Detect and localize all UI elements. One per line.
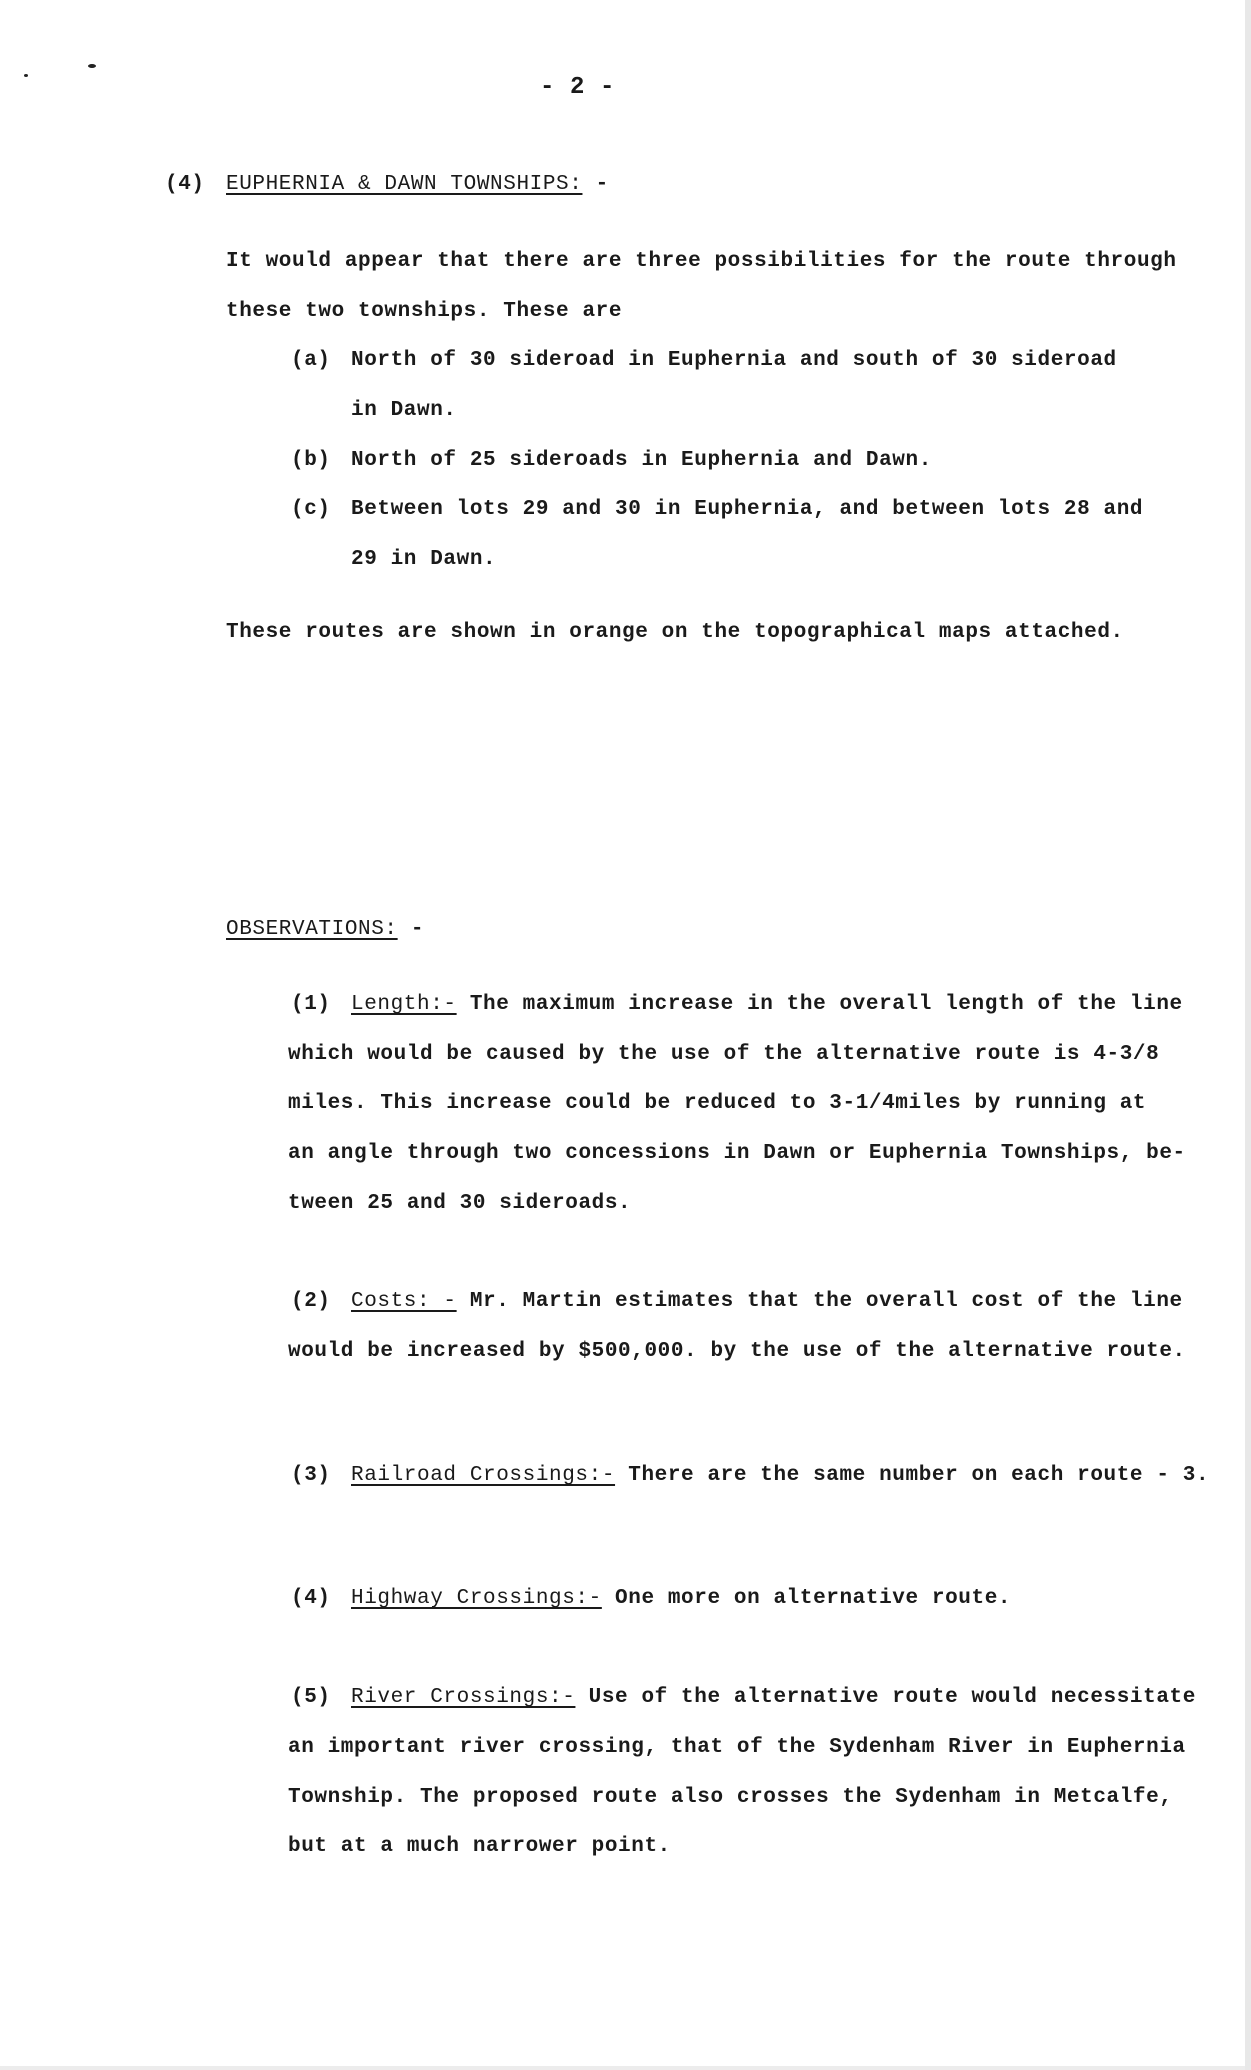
- option-text: in Dawn.: [351, 399, 457, 422]
- observation-text: Use of the alternative route would necessitate: [588, 1686, 1196, 1709]
- observation-text: There are the same number on each route - 3.: [628, 1464, 1210, 1487]
- option-label: (a): [291, 349, 331, 372]
- observation-title-text: Highway Crossings:-: [351, 1587, 602, 1610]
- observation-title-text: River Crossings:-: [351, 1686, 576, 1709]
- observation-text: tween 25 and 30 sideroads.: [288, 1192, 632, 1215]
- observation-title: [351, 1464, 1209, 1487]
- observations-heading-suffix: -: [410, 918, 425, 941]
- observation-text: The maximum increase in the overall length of the line: [469, 993, 1183, 1016]
- observation-label: (1): [291, 993, 331, 1016]
- closing-text: These routes are shown in orange on the topographical maps attached.: [226, 621, 1124, 644]
- option-text: North of 30 sideroad in Euphernia and south of 30 sideroad: [351, 349, 1117, 372]
- observation-title: [351, 1290, 1183, 1313]
- observation-text: an angle through two concessions in Dawn or Euphernia Townships, be-: [288, 1142, 1186, 1165]
- observation-label: (3): [291, 1464, 331, 1487]
- observation-title: [351, 993, 1183, 1016]
- observations-heading: [226, 918, 424, 941]
- observation-label: (2): [291, 1290, 331, 1313]
- observation-label: (4): [291, 1587, 331, 1610]
- observation-title: [351, 1587, 1011, 1610]
- observation-title-text: Railroad Crossings:-: [351, 1464, 616, 1487]
- intro-line-2: these two townships. These are: [226, 300, 623, 323]
- observation-text: would be increased by $500,000. by the use of the alternative route.: [288, 1340, 1186, 1363]
- observation-text: One more on alternative route.: [615, 1587, 1012, 1610]
- observation-title-text: Costs: -: [351, 1290, 457, 1313]
- observation-text: but at a much narrower point.: [288, 1835, 671, 1858]
- option-text: North of 25 sideroads in Euphernia and Dawn.: [351, 449, 932, 472]
- observation-text: Mr. Martin estimates that the overall cost of the line: [469, 1290, 1183, 1313]
- observation-text: which would be caused by the use of the alternative route is 4-3/8: [288, 1043, 1160, 1066]
- observation-text: Township. The proposed route also crosses the Sydenham in Metcalfe,: [288, 1786, 1173, 1809]
- scan-speck: [24, 74, 28, 77]
- option-label: (b): [291, 449, 331, 472]
- section-heading: [226, 173, 609, 196]
- option-text: Between lots 29 and 30 in Euphernia, and between lots 28 and: [351, 498, 1144, 521]
- section-heading-suffix: -: [595, 173, 609, 196]
- observation-title-text: Length:-: [351, 993, 457, 1016]
- observation-text: an important river crossing, that of the Sydenham River in Euphernia: [288, 1736, 1186, 1759]
- observations-heading-text: OBSERVATIONS:: [226, 918, 398, 941]
- option-text: 29 in Dawn.: [351, 548, 497, 571]
- section-number: (4): [165, 173, 205, 196]
- observation-text: miles. This increase could be reduced to 3-1/4miles by running at: [288, 1092, 1147, 1115]
- observation-label: (5): [291, 1686, 331, 1709]
- scan-speck: [88, 64, 96, 68]
- option-label: (c): [291, 498, 331, 521]
- observation-title: [351, 1686, 1196, 1709]
- intro-line-1: It would appear that there are three possibilities for the route through: [226, 250, 1177, 273]
- page-number: - 2 -: [540, 74, 616, 101]
- section-heading-text: EUPHERNIA & DAWN TOWNSHIPS:: [226, 173, 583, 196]
